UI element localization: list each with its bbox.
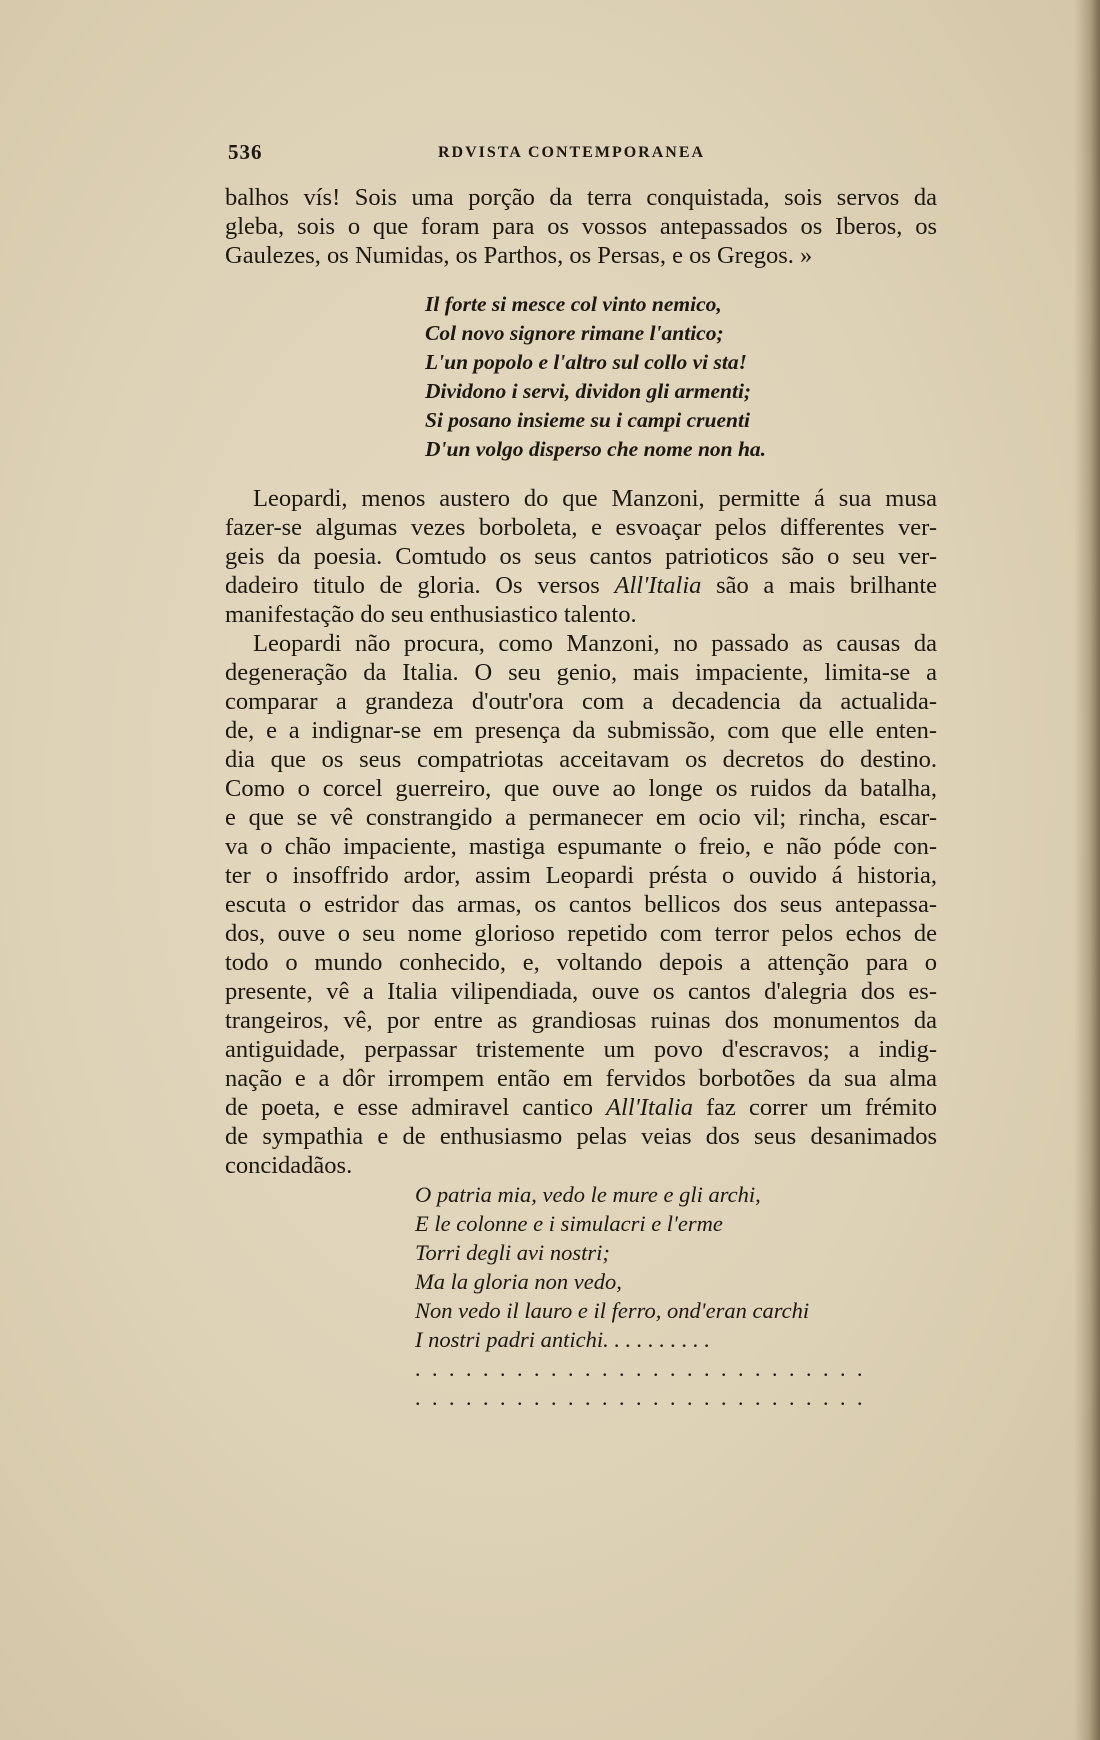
text-line: e que se vê constrangido a permanecer em ocio vil; rincha, escar- (225, 804, 937, 831)
ellipsis-row: . . . . . . . . . . . . . . . . . . . . . . . . . . . (415, 1385, 866, 1410)
text-line: presente, vê a Italia vilipendiada, ouve os cantos d'alegria dos es- (225, 978, 937, 1005)
text-line: manifestação do seu enthusiastico talento. (225, 601, 637, 628)
text-line: Leopardi não procura, como Manzoni, no passado as causas da (253, 630, 937, 657)
verse-line: D'un volgo disperso che nome non ha. (425, 437, 767, 461)
verse-line: I nostri padri antichi. . . . . . . . . . (415, 1327, 711, 1352)
verse-quote-manzoni (225, 290, 937, 464)
page-number: 536 (228, 140, 263, 164)
verse-line: Si posano insieme su i campi cruenti (425, 408, 750, 432)
text-line: dia que os seus compatriotas acceitavam os decretos do destino. (225, 746, 937, 773)
text-line: geis da poesia. Comtudo os seus cantos patrioticos são o seu ver- (225, 543, 937, 570)
verse-quote-leopardi (225, 1180, 937, 1412)
text-line: trangeiros, vê, por entre as grandiosas ruinas dos monumentos da (225, 1007, 937, 1034)
text-line: Como o corcel guerreiro, que ouve ao longe os ruidos da batalha, (225, 775, 937, 802)
text-line: gleba, sois o que foram para os vossos antepassados os Iberos, os (225, 213, 937, 240)
text-line: nação e a dôr irrompem então em fervidos borbotões da sua alma (225, 1065, 937, 1092)
text-line: fazer-se algumas vezes borboleta, e esvoaçar pelos differentes ver- (225, 514, 937, 541)
text-line (225, 571, 937, 600)
text-line: va o chão impaciente, mastiga espumante o freio, e não póde con- (225, 833, 937, 860)
verse-line: E le colonne e i simulacri e l'erme (415, 1211, 723, 1236)
text-line: de sympathia e de enthusiasmo pelas veias dos seus desanimados (225, 1123, 937, 1150)
text-line: degeneração da Italia. O seu genio, mais impaciente, limita-se a (225, 659, 937, 686)
text-line: antiguidade, perpassar tristemente um povo d'escravos; a indig- (225, 1036, 937, 1063)
text-line: concidadãos. (225, 1152, 353, 1179)
verse-line: Col novo signore rimane l'antico; (425, 321, 724, 345)
text-line: Leopardi, menos austero do que Manzoni, permitte á sua musa (253, 485, 937, 512)
verse-line: L'un popolo e l'altro sul collo vi sta! (425, 350, 747, 374)
text-line (225, 1093, 937, 1122)
poem-title: All'Italia (614, 572, 702, 599)
page-edge-shadow (1074, 0, 1100, 1740)
verse-line: Il forte si mesce col vinto nemico, (425, 292, 722, 316)
text-line: escuta o estridor das armas, os cantos bellicos dos seus antepassa- (225, 891, 937, 918)
text-segment: de poeta, e esse admiravel cantico (225, 1094, 607, 1121)
text-line: balhos vís! Sois uma porção da terra conquistada, sois servos da (225, 184, 937, 211)
journal-title: RDVISTA CONTEMPORANEA (438, 144, 706, 161)
text-line: todo o mundo conhecido, e, voltando depois a attenção para o (225, 949, 937, 976)
text-line: dos, ouve o seu nome glorioso repetido com terror pelos echos de (225, 920, 937, 947)
text-line: Gaulezes, os Numidas, os Parthos, os Persas, e os Gregos. » (225, 242, 813, 269)
text-line: comparar a grandeza d'outr'ora com a decadencia da actualida- (225, 688, 937, 715)
text-body (225, 183, 937, 1412)
text-line: de, e a indignar-se em presença da submissão, com que elle enten- (225, 717, 937, 744)
verse-line: O patria mia, vedo le mure e gli archi, (415, 1182, 761, 1207)
text-segment: faz correr um frémito (692, 1094, 937, 1121)
verse-line: Dividono i servi, dividon gli armenti; (425, 379, 752, 403)
text-line: ter o insoffrido ardor, assim Leopardi présta o ouvido á historia, (225, 862, 937, 889)
running-head (228, 140, 934, 170)
verse-line: Torri degli avi nostri; (415, 1240, 610, 1265)
poem-title: All'Italia (606, 1094, 693, 1121)
text-segment: dadeiro titulo de gloria. Os versos (225, 572, 615, 599)
verse-line: Ma la gloria non vedo, (415, 1269, 622, 1294)
verse-line: Non vedo il lauro e il ferro, ond'eran carchi (415, 1298, 810, 1323)
text-segment: são a mais brilhante (701, 572, 938, 599)
ellipsis-row: . . . . . . . . . . . . . . . . . . . . . . . . . . . (415, 1356, 866, 1381)
